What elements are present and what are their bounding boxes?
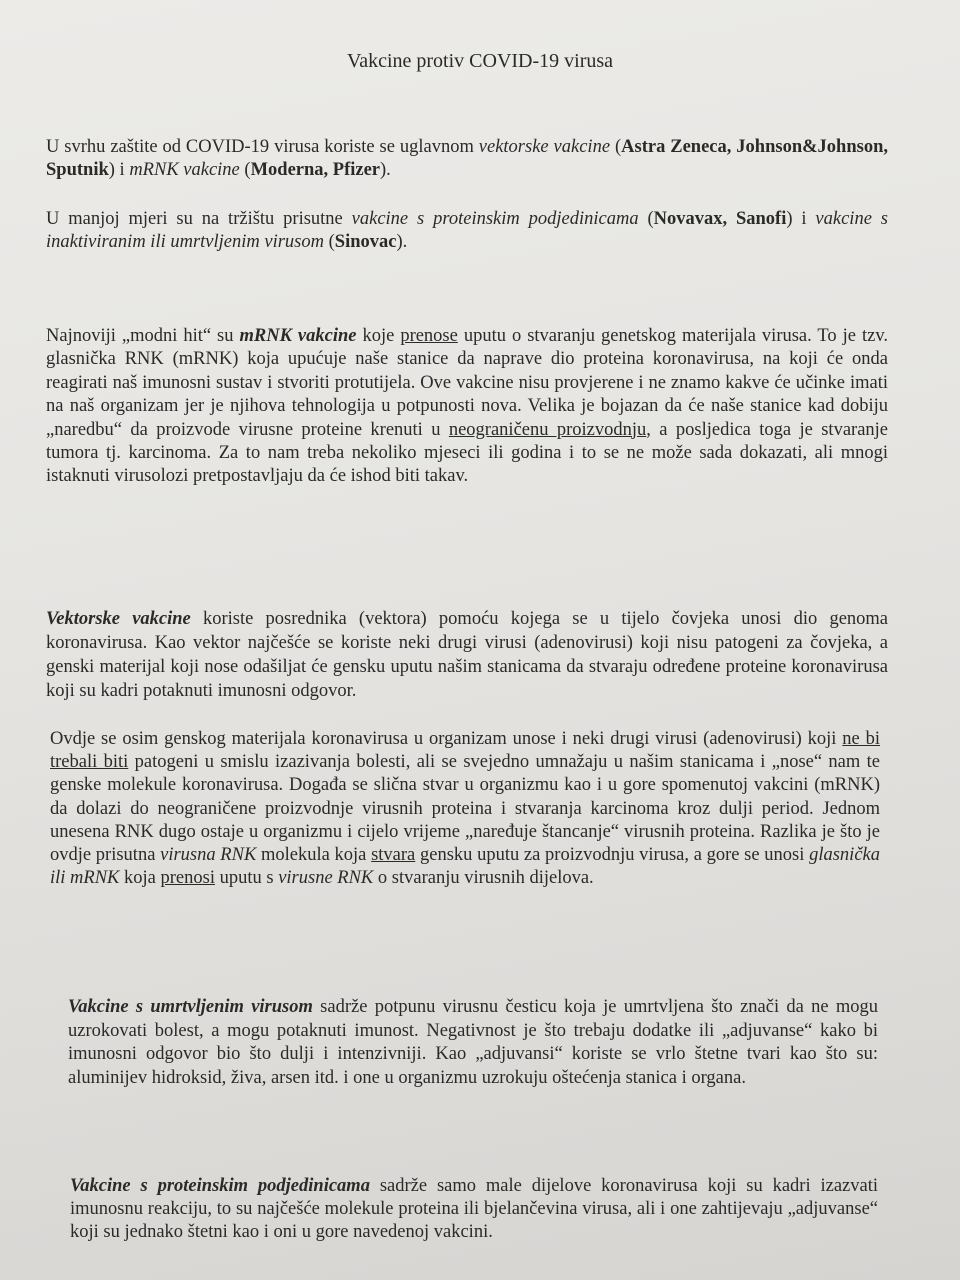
bold-italic-term: mRNK vakcine: [239, 326, 357, 346]
text: Ovdje se osim genskog materijala koronavirusa u organizam unose i neki drugi virusi (adenovirusi) koji: [50, 729, 843, 749]
text: (: [638, 209, 654, 229]
bold-brands: Moderna, Pfizer: [250, 160, 381, 180]
paragraph-protein-subunit: [70, 1175, 878, 1244]
italic-term: glasnička ili mRNK: [50, 845, 880, 889]
italic-term: virusna RNK: [160, 845, 257, 866]
bold-brands: Sinovac: [334, 232, 397, 252]
text: (: [239, 160, 251, 180]
text: ).: [396, 232, 408, 252]
bold-brands: Astra Zeneca, Johnson&Johnson, Sputnik: [46, 137, 888, 180]
text: , a posljedica toga je stvaranje tumora tj. karcinoma. Za to nam treba nekoliko mjeseci ili godina i to se ne može sada dokazati, ali mnogi istaknuti virusolozi pretpostavljaju da će ishod biti takav.: [46, 419, 889, 487]
text: sadrže samo male dijelove koronavirusa koji su kadri izazvati imunosnu reakciju, to su najčešće molekule proteina ili bjelančevina virusa, ali i one zahtijevaju „adjuvanse“ koji su jednako štetni kao i oni u gore navedenoj vakcini.: [70, 1176, 878, 1242]
paragraph-other-vaccines: [46, 208, 888, 254]
underlined-text: prenosi: [160, 868, 215, 889]
text: (: [610, 137, 622, 157]
bold-italic-term: Vakcine s proteinskim podjedinicama: [70, 1176, 370, 1196]
italic-term: vakcine s proteinskim podjedinicama: [351, 209, 639, 229]
italic-term: mRNK vakcine: [129, 160, 240, 180]
underlined-text: stvara: [371, 845, 416, 866]
text: koriste posrednika (vektora) pomoću kojega se u tijelo čovjeka unosi dio genoma koronavirusa. Kao vektor najčešće se koriste neki drugi virusi (adenovirusi) koji nisu patogeni za čovjeka, a genski materijal koji nose odašiljat će gensku uputu našim stanicama da stvaraju određene proteine koronavirusa koji su kadri potaknuti imunosni odgovor.: [46, 609, 889, 701]
italic-term: virusne RNK: [278, 868, 374, 889]
underlined-text: prenose: [400, 326, 458, 346]
text: koje: [356, 326, 401, 346]
text: ).: [380, 160, 391, 180]
paragraph-inactivated: [68, 996, 878, 1090]
bold-italic-term: Vakcine s umrtvljenim virusom: [68, 997, 313, 1017]
text: Najnoviji „modni hit“ su: [46, 326, 240, 346]
paragraph-vector-detail: [50, 728, 880, 890]
document-title: Vakcine protiv COVID-19 virusa: [346, 50, 614, 72]
text: gensku uputu za proizvodnju virusa, a gore se unosi: [415, 845, 810, 866]
text: uputu o stvaranju genetskog materijala virusa. To je tzv. glasnička RNK (mRNK) koja upućuje naše stanice da naprave dio proteina koronavirusa, na koji će onda reagirati naš imunosni sustav i stvoriti protutijela. Ove vakcine nisu provjerene i ne znamo kakve će učinke imati na naš organizam jer je njihova tehnologija u potpunosti nova. Velika je bojazan da će naše stanice kad dobiju „naredbu“ da proizvode virusne proteine krenuti u: [46, 326, 889, 440]
text: ) i: [108, 160, 130, 180]
text: (: [324, 232, 335, 252]
italic-term: vektorske vakcine: [478, 137, 611, 157]
text: o stvaranju virusnih dijelova.: [373, 868, 594, 889]
bold-brands: Novavax, Sanofi: [653, 209, 787, 229]
text: patogeni u smislu izazivanja bolesti, ali se svejedno umnažaju u našim stanicama i „nose“ nam te genske molekule koronavirusa. Događa se slična stvar u organizmu kao i u gore spomenutoj vakcini (mRNK) da dolazi do neograničene proizvodnje virusnih proteina i stvaranja karcinoma kroz dulji period. Jednom unesena RNK dugo ostaje u organizmu i cijelo vrijeme „naređuje štancanje“ virusnih proteina. Razlika je što je ovdje prisutna: [50, 752, 880, 866]
text: molekula koja: [256, 845, 372, 866]
text: U manjoj mjeri su na tržištu prisutne: [46, 209, 352, 229]
underlined-text: neograničenu proizvodnju: [448, 419, 647, 440]
text: U svrhu zaštite od COVID-19 virusa koriste se uglavnom: [46, 137, 479, 157]
text: ) i: [786, 209, 816, 229]
text: sadrže potpunu virusnu česticu koja je umrtvljena što znači da ne mogu uzrokovati bolest, a mogu potaknuti imunost. Negativnost je što trebaju dodatke ili „adjuvanse“ kako bi imunosni odgovor bio što dulji i intenzivniji. Kao „adjuvansi“ koriste se vrlo štetne tvari kao što su: aluminijev hidroksid, živa, arsen itd. i one u organizmu uzrokuju oštećenja stanica i organa.: [68, 997, 878, 1088]
italic-term: vakcine s inaktiviranim ili umrtvljenim virusom: [46, 209, 888, 252]
paragraph-vaccine-types: [46, 136, 888, 182]
bold-italic-term: Vektorske vakcine: [46, 609, 191, 629]
text: uputu s: [214, 868, 279, 889]
paragraph-mrna: [46, 325, 888, 489]
paragraph-vector: [46, 607, 888, 703]
underlined-text: ne bi trebali biti: [50, 729, 880, 773]
text: koja: [119, 868, 161, 889]
